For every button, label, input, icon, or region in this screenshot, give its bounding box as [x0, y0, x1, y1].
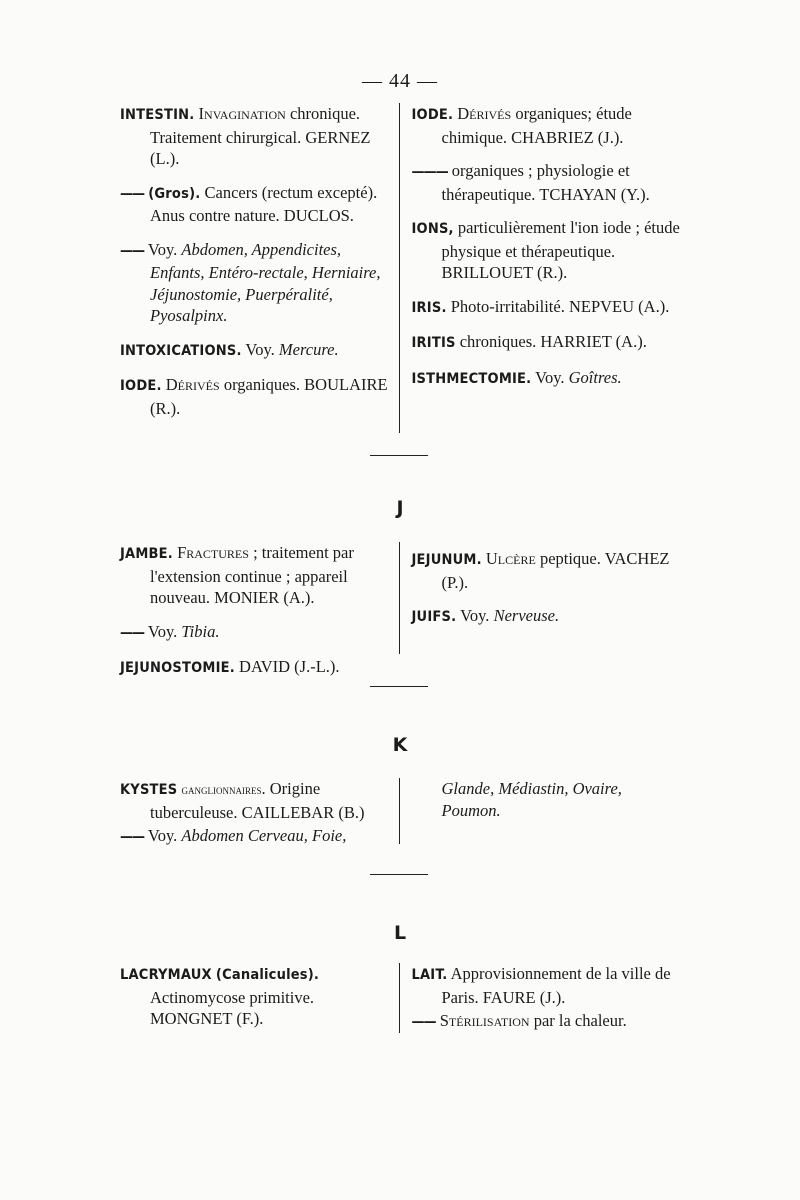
index-entry	[412, 217, 681, 284]
headword: JAMBE.	[120, 546, 173, 562]
index-entry	[120, 339, 389, 363]
cross-reference-continued: Glande, Médiastin, Ovaire, Poumon.	[441, 779, 622, 820]
cross-reference: Mercure.	[278, 339, 339, 359]
entry-text: Voy.	[531, 367, 569, 387]
index-entry	[120, 542, 389, 609]
index-entry	[412, 548, 681, 593]
entry-text: particulièrement l'ion iode ; étude physique et thérapeutique. BRILLOUET (R.).	[441, 218, 680, 282]
entry-text: DAVID (J.-L.).	[234, 657, 340, 676]
subheading: (Gros).	[148, 185, 201, 202]
section-letter-j: J	[396, 497, 404, 519]
column-right	[400, 963, 681, 1033]
headword: JUIFS.	[411, 609, 457, 625]
subheading: ganglionnaires	[181, 782, 262, 797]
entry-text: organiques ; physiologie et thérapeutique. TCHAYAN (Y.).	[441, 161, 650, 204]
index-entry	[412, 963, 681, 1008]
section-letter-k: K	[392, 734, 408, 756]
column-left	[120, 778, 399, 844]
index-entry	[412, 331, 681, 355]
repeat-dash: ——	[120, 242, 145, 259]
index-entry	[120, 103, 389, 170]
headword: KYSTES	[120, 782, 178, 798]
cross-reference: Tibia.	[181, 621, 220, 641]
index-entry	[120, 239, 389, 327]
headword: LACRYMAUX	[120, 967, 212, 983]
index-entry	[412, 296, 681, 320]
section-i	[120, 103, 680, 433]
entry-text: Photo-irritabilité. NEPVEU (A.).	[446, 296, 670, 316]
section-letter-l: L	[393, 922, 407, 944]
repeat-dash: ——	[120, 185, 145, 202]
entry-text: Voy.	[144, 621, 182, 641]
headword: ISTHMECTOMIE.	[411, 370, 532, 387]
cross-reference: Abdomen Cerveau, Foie,	[181, 826, 347, 845]
entry-text: Actinomycose primitive. MONGNET (F.).	[150, 987, 315, 1028]
headword: IRITIS	[411, 335, 456, 351]
index-entry	[412, 367, 681, 391]
column-left	[120, 542, 399, 676]
repeat-dash: ——	[120, 829, 145, 845]
subheading: (Canalicules).	[215, 967, 320, 983]
entry-text: ; traitement par l'extension continue ; appareil nouveau. MONIER (A.).	[150, 543, 354, 607]
entry-text: peptique. VACHEZ (P.).	[441, 549, 670, 592]
index-entry	[120, 374, 389, 419]
entry-text: Cancers (rectum excepté). Anus contre nature. DUCLOS.	[150, 182, 378, 225]
entry-text: . Origine tuberculeuse. CAILLEBAR (B.)	[150, 779, 365, 822]
entry-text: chronique. Traitement chirurgical. GERNEZ (L.).	[150, 104, 371, 168]
section-rule	[370, 874, 428, 875]
headword: INTOXICATIONS.	[120, 342, 242, 359]
cross-reference: Abdomen, Appendicites, Enfants, Entéro-rectale, Herniaire, Jéjunostomie, Puerpéralité, Pyosalpinx.	[150, 239, 381, 325]
entry-text: organiques. BOULAIRE (R.).	[150, 375, 388, 418]
headword: INTESTIN.	[120, 107, 195, 123]
index-entry	[412, 160, 681, 205]
index-entry	[412, 605, 681, 629]
subheading: Fractures	[177, 543, 249, 562]
index-entry	[120, 182, 389, 227]
index-entry	[120, 621, 389, 645]
section-rule	[370, 455, 428, 456]
cross-reference: Goîtres.	[568, 367, 622, 387]
index-entry	[412, 103, 681, 148]
section-rule	[370, 686, 428, 687]
index-entry	[412, 1010, 681, 1034]
subheading: Dérivés	[457, 104, 512, 123]
entry-text: organiques; étude chimique. CHABRIEZ (J.).	[441, 104, 632, 147]
entry-text: Voy.	[456, 606, 494, 625]
headword: IRIS.	[411, 299, 447, 316]
entry-text: Voy.	[144, 239, 182, 259]
headword: IODE.	[411, 107, 454, 123]
cross-reference: Nerveuse.	[493, 606, 560, 625]
index-entry	[120, 656, 389, 680]
index-entry	[120, 963, 389, 1030]
entry-text: chroniques. HARRIET (A.).	[455, 332, 647, 351]
entry-text: Voy.	[241, 339, 279, 359]
column-left	[120, 103, 399, 433]
headword: JEJUNOSTOMIE.	[120, 660, 235, 676]
subheading: Invagination	[198, 104, 286, 123]
section-j	[120, 542, 680, 676]
subheading: Stérilisation	[439, 1011, 530, 1030]
section-l	[120, 963, 680, 1033]
headword: IODE.	[120, 378, 162, 394]
headword: JEJUNUM.	[411, 552, 482, 568]
subheading: Ulcère	[485, 549, 536, 568]
column-right	[400, 778, 681, 844]
column-right	[400, 103, 681, 433]
headword: IONS,	[411, 221, 454, 237]
section-k	[120, 778, 680, 844]
index-entry	[120, 825, 389, 849]
entry-text: par la chaleur.	[529, 1011, 627, 1030]
index-entry	[120, 778, 389, 823]
repeat-dash: ——	[411, 1014, 436, 1030]
page-number: — 44 —	[362, 70, 438, 92]
entry-text: Voy.	[144, 826, 182, 845]
column-right	[400, 542, 681, 654]
subheading: Dérivés	[165, 375, 220, 394]
headword: LAIT.	[411, 967, 448, 983]
repeat-dash: ——	[120, 624, 145, 641]
column-left	[120, 963, 399, 1033]
repeat-dash: ———	[411, 164, 448, 180]
entry-text: Approvisionnement de la ville de Paris. FAURE (J.).	[441, 964, 671, 1007]
